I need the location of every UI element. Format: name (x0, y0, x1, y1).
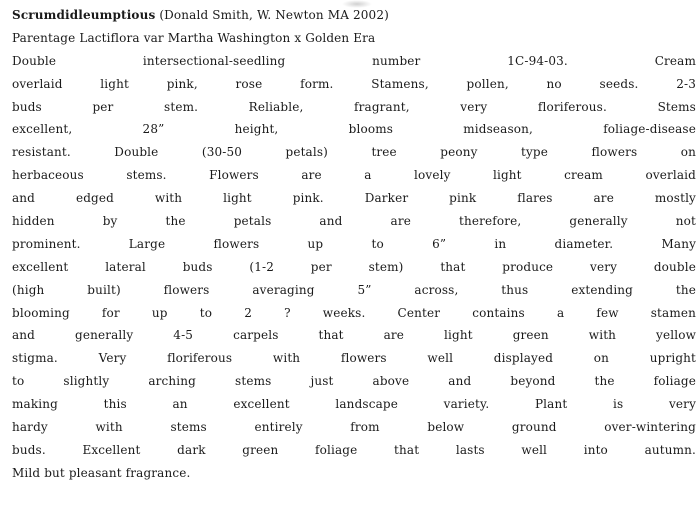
text-line: making this an excellent landscape variety. Plant is very (12, 397, 696, 412)
text-line: herbaceous stems. Flowers are a lovely light cream overlaid (12, 168, 696, 183)
attribution: (Donald Smith, W. Newton MA 2002) (159, 8, 389, 22)
text-line: Double intersectional-seedling number 1C-94-03. Cream (12, 53, 696, 68)
text-line: and generally 4-5 carpels that are light green with yellow (12, 328, 696, 343)
text-line: Mild but pleasant fragrance. (12, 465, 191, 480)
text-line: (high built) flowers averaging 5” across, thus extending the (12, 282, 696, 297)
cultivar-name: Scrumdidleumptious (12, 8, 156, 22)
text-line: excellent lateral buds (1-2 per stem) that produce very double (12, 259, 696, 274)
text-line: and edged with light pink. Darker pink flares are mostly (12, 191, 696, 206)
text-line: buds per stem. Reliable, fragrant, very floriferous. Stems (12, 99, 696, 114)
peony-description (12, 4, 696, 485)
text-line: to slightly arching stems just above and beyond the foliage (12, 374, 696, 389)
text-line: resistant. Double (30-50 petals) tree peony type flowers on (12, 145, 696, 160)
text-line: blooming for up to 2 ? weeks. Center contains a few stamen (12, 305, 696, 320)
text-line: buds. Excellent dark green foliage that lasts well into autumn. (12, 442, 696, 457)
text-line: hidden by the petals and are therefore, generally not (12, 214, 696, 229)
title-line (12, 4, 696, 27)
text-line: excellent, 28” height, blooms midseason, foliage-disease (12, 122, 696, 137)
text-line: prominent. Large flowers up to 6” in diameter. Many (12, 236, 696, 251)
text-line: overlaid light pink, rose form. Stamens, pollen, no seeds. 2-3 (12, 76, 696, 91)
text-line: stigma. Very floriferous with flowers well displayed on upright (12, 351, 696, 366)
text-line: hardy with stems entirely from below ground over-wintering (12, 420, 696, 435)
text-line: Parentage Lactiflora var Martha Washington x Golden Era (12, 30, 376, 45)
